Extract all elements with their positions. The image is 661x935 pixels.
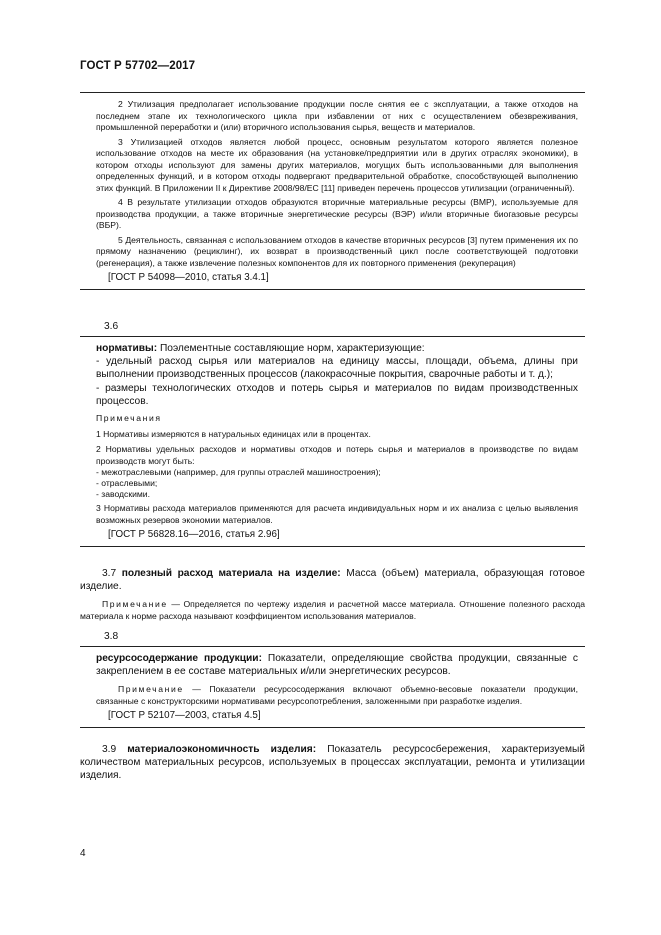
section-number: 3.9: [102, 744, 117, 755]
list-item: - отраслевыми;: [96, 478, 158, 489]
term: ресурсосодержание продукции:: [96, 653, 262, 664]
term-definition: [96, 652, 578, 678]
definition-text: Показатели, определяющие свойства продукции, связанные с закреплением в ее составе материальных и/или энергетических ресурсов.: [96, 653, 578, 678]
term: полезный расход материала на изделие:: [121, 568, 341, 579]
note-paragraph: 5 Деятельность, связанная с использованием отходов в качестве вторичных ресурсов [3] путем применения их по прямому назначению (рециклинг), их возврат в производственный цикл после соответствующей подготовки (регенерация), а также извлечение полезных компонентов для их повторного применения (рекуперация): [96, 234, 578, 268]
note: [96, 684, 578, 707]
term-definition: [96, 342, 578, 355]
section-number: 3.6: [104, 321, 119, 332]
section-3-7: [80, 567, 585, 622]
definition-box-normatives: [80, 336, 585, 547]
note-text: — Показатели ресурсосодержания включают объемно-весовые показатели продукции, связанные с конструкторскими нормативами ресурсопотребления, заложенными при разработке изделия.: [96, 684, 578, 706]
definition-text: Показатель ресурсосбережения, характеризуемый количеством материальных ресурсов, используемых в процессах эксплуатации, ремонта и утилизации изделия.: [80, 744, 585, 782]
note-paragraph: 3 Утилизацией отходов является любой процесс, основным результатом которого является полезное использование отходов на месте их образования (на установке/предприятии или в других отраслях экономики), в котором отходы используют для замены других материалов, могущих быть использованными для выполнения определенных функций, и в котором отходы подвергают предварительной обработке, способствующей выполнению этих функций. В Приложении II к Директиве 2008/98/ЕС [11] приведен перечень процессов утилизации (ограниченный).: [96, 136, 578, 193]
note-2-list: [96, 467, 578, 500]
document-header: ГОСТ Р 57702—2017: [80, 60, 196, 72]
source-reference: [ГОСТ Р 54098—2010, статья 3.4.1]: [108, 272, 269, 283]
list-item: - межотраслевыми (например, для группы отраслей машиностроения);: [96, 467, 381, 478]
definition-text: Масса (объем) материала, образующая готовое изделие.: [80, 568, 585, 593]
note-1: 1 Нормативы измеряются в натуральных единицах или в процентах.: [96, 428, 371, 439]
section-number: 3.7: [102, 568, 117, 579]
definition-box-resource-content: [80, 646, 585, 728]
term-definition: [80, 567, 585, 593]
note-text: — Определяется по чертежу изделия и расчетной массе материала. Отношение полезного расхода материала к норме расхода называют коэффициентом использования материалов.: [80, 599, 585, 621]
section-3-9: [80, 743, 585, 783]
section-number: 3.8: [104, 631, 119, 642]
definition-text: Поэлементные составляющие норм, характеризующие:: [157, 343, 425, 354]
note-2: 2 Нормативы удельных расходов и нормативы отходов и потерь сырья и материалов в производстве по видам производств могут быть:: [96, 444, 578, 466]
term-definition: [80, 743, 585, 783]
page-number: 4: [80, 848, 86, 859]
source-reference: [ГОСТ Р 52107—2003, статья 4.5]: [108, 710, 261, 722]
list-item: - удельный расход сырья или материалов на единицу массы, площади, объема, длины при выполнении производственных процессов (лакокрасочные покрытия, сварочные работы и т. д.);: [96, 356, 578, 381]
note-paragraph: 4 В результате утилизации отходов образуются вторичные материальные ресурсы (ВМР), используемые для производства продукции, а также вторичные энергетические ресурсы (ВЭР) и/или вторичные биогазовые ресурсы (ВБР).: [96, 197, 578, 230]
source-reference: [ГОСТ Р 56828.16—2016, статья 2.96]: [108, 529, 280, 541]
note-paragraph: 2 Утилизация предполагает использование продукции после снятия ее с эксплуатации, а также отходов на последнем этапе их технологического цикла при избавлении от них с осуществлением обезвреживания, промышленной переработки и (или) вторичного использования сырья, веществ и материалов.: [96, 99, 578, 132]
note: [80, 599, 585, 622]
term: нормативы:: [96, 343, 158, 354]
list-item: - размеры технологических отходов и потерь сырья и материалов по видам производственных процессов.: [96, 382, 578, 407]
definition-box-utilization: [80, 92, 585, 290]
list-item: - заводскими.: [96, 489, 150, 500]
note-label: Примечание: [118, 684, 184, 695]
term: материалоэкономичность изделия:: [127, 744, 317, 755]
note-label: Примечание: [102, 599, 168, 610]
note-3: 3 Нормативы расхода материалов применяются для расчета индивидуальных норм и их анализа с целью выявления возможных резервов экономии материалов.: [96, 503, 578, 525]
notes-heading: Примечания: [96, 413, 162, 424]
